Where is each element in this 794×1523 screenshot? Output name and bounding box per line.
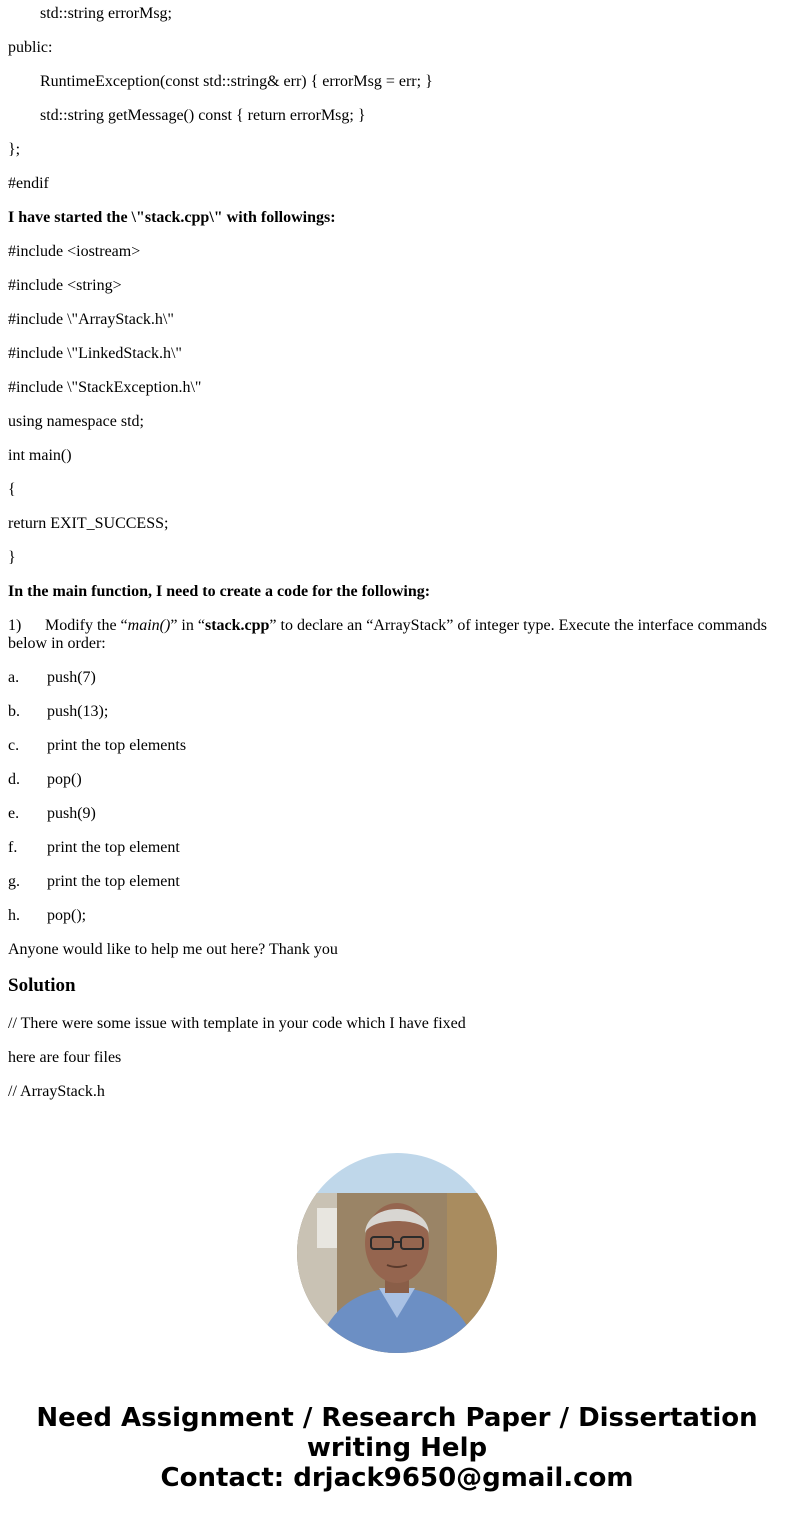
list-item-text: print the top elements [47, 737, 187, 754]
closing-text: Anyone would like to help me out here? Thank you [8, 941, 338, 958]
code-line: #include \"LinkedStack.h\" [8, 345, 182, 362]
task-text-part: ” to declare an “ArrayStack” of integer type. Execute the interface commands below in order: [8, 617, 767, 652]
contact-banner [0, 1403, 794, 1493]
contact-email: Contact: drjack9650@gmail.com [160, 1463, 634, 1493]
list-item-text: push(9) [47, 805, 96, 822]
list-item [8, 737, 786, 755]
code-line: std::string errorMsg; [40, 5, 172, 22]
code-line: using namespace std; [8, 413, 144, 430]
list-marker: a. [8, 669, 20, 686]
list-item [8, 839, 786, 857]
author-photo [297, 1153, 497, 1353]
solution-line: // There were some issue with template in your code which I have fixed [8, 1015, 466, 1032]
task-text-part: ” in “ [170, 617, 205, 634]
intro-heading: I have started the \"stack.cpp\" with followings: [8, 209, 336, 226]
author-avatar [297, 1153, 497, 1353]
list-item-text: pop(); [47, 907, 87, 924]
code-line: std::string getMessage() const { return errorMsg; } [40, 107, 366, 124]
list-item-text: push(7) [47, 669, 96, 686]
task-number: 1) [8, 617, 22, 634]
task-item [8, 617, 786, 653]
list-marker: d. [8, 771, 20, 788]
list-item [8, 669, 786, 687]
list-marker: e. [8, 805, 20, 822]
list-marker: h. [8, 907, 20, 924]
code-line: int main() [8, 447, 72, 464]
list-item-text: push(13); [47, 703, 109, 720]
code-line: public: [8, 39, 53, 56]
code-line: #include \"StackException.h\" [8, 379, 202, 396]
task-main-fn: main() [127, 617, 171, 634]
list-item-text: pop() [47, 771, 82, 788]
list-marker: f. [8, 839, 18, 856]
solution-line: // ArrayStack.h [8, 1083, 105, 1100]
code-line: #include <iostream> [8, 243, 141, 260]
list-marker: b. [8, 703, 20, 720]
solution-line: here are four files [8, 1049, 122, 1066]
task-heading: In the main function, I need to create a code for the following: [8, 583, 431, 600]
list-item [8, 703, 786, 721]
banner-line: Need Assignment / Research Paper / Dissertation [36, 1403, 758, 1433]
task-text-part: Modify the “ [45, 617, 128, 634]
code-line: #include \"ArrayStack.h\" [8, 311, 174, 328]
list-item [8, 771, 786, 789]
list-item-text: print the top element [47, 873, 180, 890]
code-line: }; [8, 141, 21, 158]
list-item [8, 873, 786, 891]
code-line: RuntimeException(const std::string& err) { errorMsg = err; } [40, 73, 433, 90]
document-body [8, 5, 786, 1117]
banner-line: writing Help [306, 1433, 488, 1463]
list-item-text: print the top element [47, 839, 180, 856]
list-marker: g. [8, 873, 20, 890]
code-line: return EXIT_SUCCESS; [8, 515, 169, 532]
code-line: #include <string> [8, 277, 122, 294]
code-line: } [8, 549, 16, 566]
task-file: stack.cpp [204, 617, 270, 634]
code-line: #endif [8, 175, 49, 192]
solution-heading: Solution [8, 975, 76, 996]
list-item [8, 805, 786, 823]
list-marker: c. [8, 737, 20, 754]
list-item [8, 907, 786, 925]
code-line: { [8, 481, 16, 498]
